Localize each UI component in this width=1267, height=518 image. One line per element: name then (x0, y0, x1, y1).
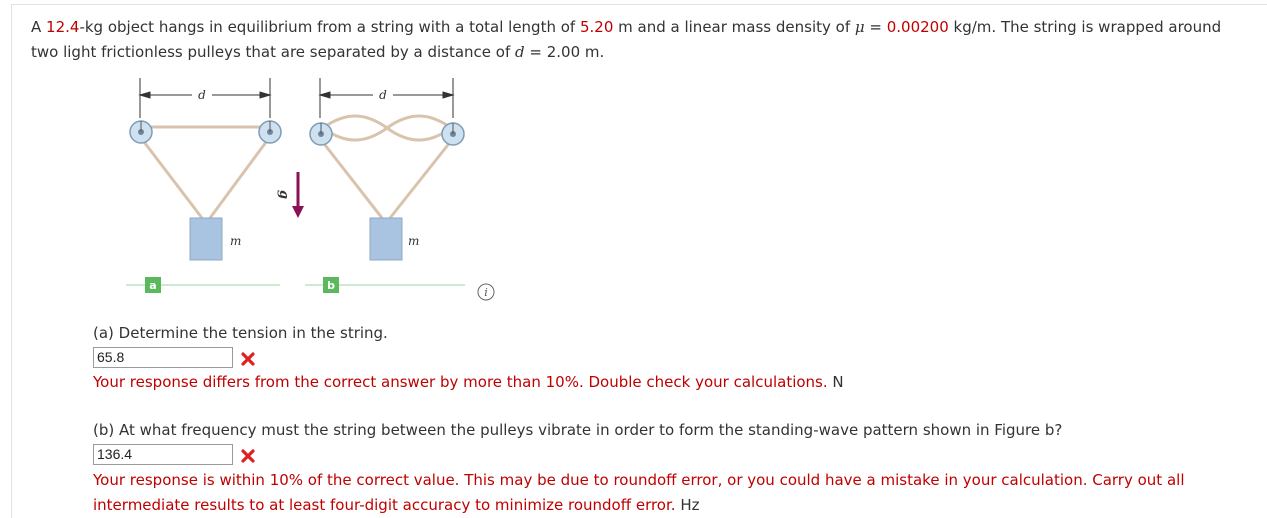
panel-label-a: a (149, 279, 157, 292)
mass-label-b: m (408, 234, 420, 248)
length-value: 5.20 (579, 18, 614, 36)
string-b (318, 116, 455, 218)
incorrect-icon (240, 351, 256, 367)
problem-statement: A 12.4-kg object hangs in equilibrium from a string with a total length of 5.20 m and a linear mass density of μ = 0.00200 kg/m. The string is wrapped around two light frictionless pulleys that are separated by a distance of d = 2.00 m. (31, 18, 1222, 61)
density-value: 0.00200 (886, 18, 949, 36)
mass-value: 12.4 (46, 18, 80, 36)
mass-block-a (190, 218, 222, 260)
gravity-label: g (276, 190, 291, 200)
unit-b: Hz (675, 496, 700, 514)
gravity-arrow-icon (292, 206, 304, 218)
feedback-b: Your response is within 10% of the correct value. This may be due to roundoff error, or you could have a mistake in your calculation. Carry out all intermediate results to at least four-digit accuracy to minimize roundoff error. Hz (93, 471, 1185, 514)
info-symbol: i (484, 286, 488, 299)
answer-b-input[interactable]: 136.4 (93, 444, 233, 465)
feedback-a: Your response differs from the correct answer by more than 10%. Double check your calculations. N (93, 373, 844, 391)
info-icon[interactable] (478, 284, 494, 300)
mu-symbol: μ (854, 18, 865, 36)
mass-block-b (370, 218, 402, 260)
mass-label-a: m (230, 234, 242, 248)
dimension-label-b: d (379, 88, 387, 102)
pulley-a-right (259, 121, 281, 143)
d-symbol: d (515, 43, 525, 61)
answer-a-input[interactable]: 65.8 (93, 347, 233, 368)
unit-a: N (827, 373, 844, 391)
panel-label-b: b (327, 279, 335, 292)
pulley-b-left (310, 123, 332, 145)
pulley-b-right (442, 123, 464, 145)
pulley-figure (120, 70, 510, 310)
pulley-a-left (130, 121, 152, 143)
string-a (138, 127, 272, 218)
question-a: (a) Determine the tension in the string. (93, 324, 388, 342)
dimension-label-a: d (198, 88, 206, 102)
question-b: (b) At what frequency must the string between the pulleys vibrate in order to form the standing-wave pattern shown in Figure b? (93, 421, 1063, 439)
incorrect-icon (240, 448, 256, 464)
